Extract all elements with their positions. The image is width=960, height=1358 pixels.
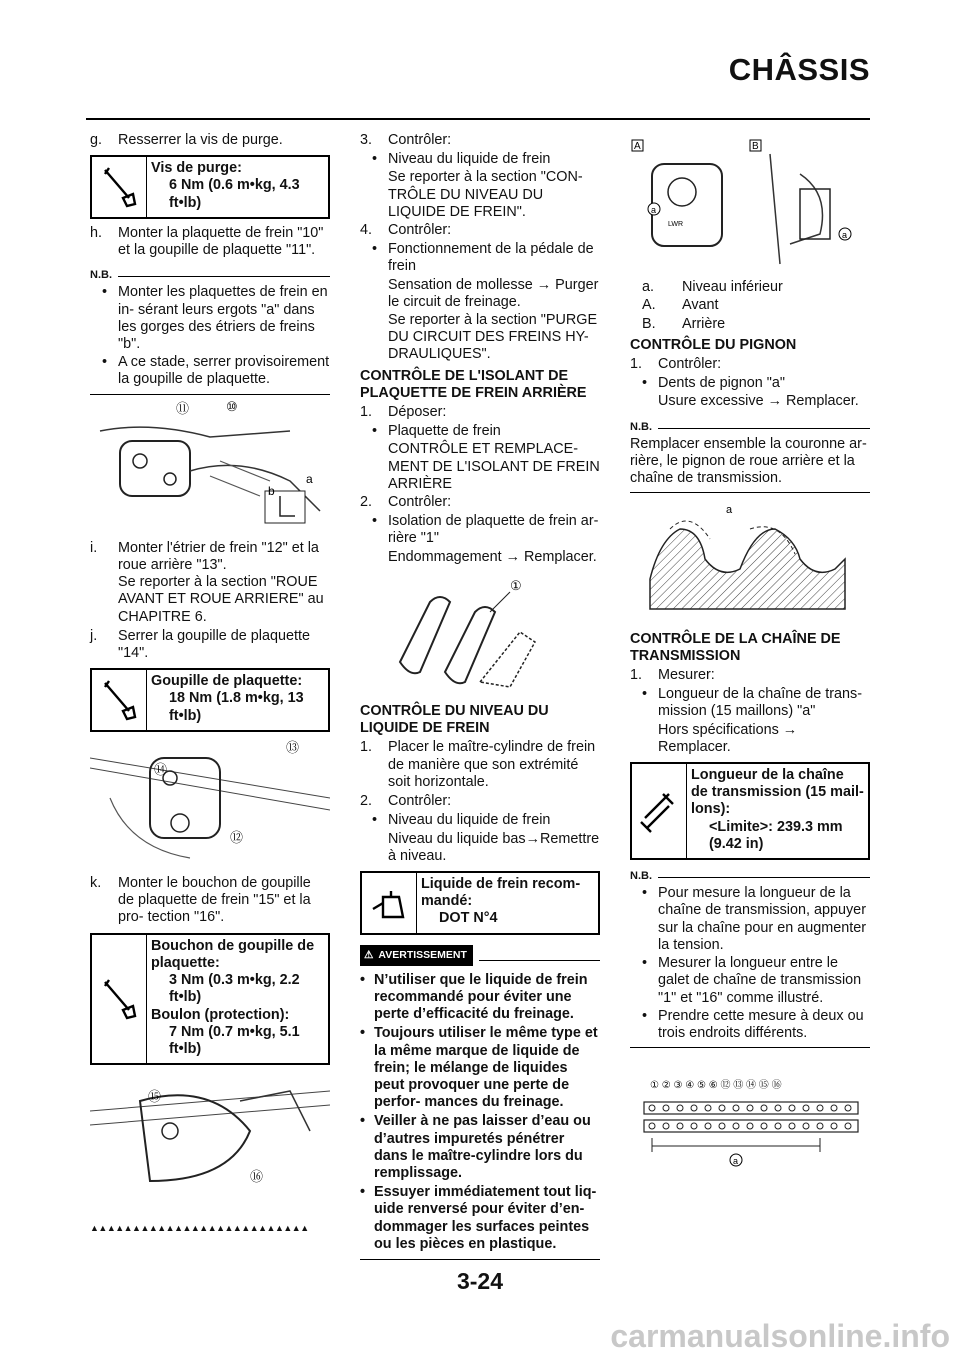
spec-value: 6 Nm (0.6 m•kg, 4.3: [169, 177, 300, 194]
callout-b: b: [268, 483, 275, 498]
section-heading: CONTRÔLE DE LA CHAÎNE DE TRANSMISSION: [630, 630, 841, 664]
callout-1: ①: [510, 577, 522, 593]
warning-icon: ⚠: [364, 948, 374, 961]
note-bullet: • Mesurer la longueur entre le galet de chaîne de transmission "1" et "16" comme illustré.: [642, 955, 862, 1006]
step-g: g. Resserrer la vis de purge.: [90, 132, 283, 148]
spec-title: Goupille de plaquette:: [151, 673, 303, 690]
indent-text: CONTRÔLE ET REMPLACE- MENT DE L'ISOLANT DE FREIN ARRIÈRE: [388, 441, 600, 492]
column-1: [90, 132, 330, 1238]
indent-text: Se reporter à la section "CON- TRÔLE DU NIVEAU DU LIQUIDE DE FREIN".: [388, 169, 583, 220]
page-number: 3-24: [456, 1268, 504, 1294]
nb-label: N.B.: [90, 269, 112, 282]
spec-value: ft•lb): [169, 989, 202, 1006]
step-j: j. Serrer la goupille de plaquette "14".: [90, 627, 311, 662]
column-2: [360, 132, 600, 1260]
warning-item: • Veiller à ne pas laisser d’eau ou d’autres impuretés pénétrer dans le maître-cylindre lors du remplissage.: [360, 1113, 591, 1181]
spec-value: (9.42 in): [709, 835, 764, 852]
caliper-icon: [632, 764, 687, 858]
step-2: 2. Contrôler:: [360, 494, 452, 511]
spec-title: Liquide de frein recom- mandé:: [421, 875, 581, 910]
legend-item: B. Arrière: [642, 315, 726, 332]
figure-sprocket-teeth: [630, 499, 870, 624]
nb-label: N.B.: [630, 420, 652, 433]
section-heading: CONTRÔLE DU PIGNON: [630, 336, 797, 353]
warning-item: • Essuyer immédiatement tout liq- uide renversé pour éviter d’en- dommager les surfaces peintes ou les pièces en plastique.: [360, 1184, 597, 1252]
bullet: • Fonctionnement de la pédale de frein: [372, 241, 594, 275]
chain-roller-labels: ① ② ③ ④ ⑤ ⑥ ⑫ ⑬ ⑭ ⑮ ⑯: [650, 1080, 782, 1092]
spec-title: Longueur de la chaîne de transmission (15 mail- lons):: [691, 767, 864, 818]
step-2: 2. Contrôler:: [360, 793, 452, 810]
note-block: [630, 419, 870, 494]
legend-item: a. Niveau inférieur: [642, 279, 783, 296]
step-i: i. Monter l'étrier de frein "12" et la roue arrière "13". Se reporter à la section "ROUE AVANT ET ROUE ARRIERE" au CHAPITRE 6.: [90, 539, 324, 625]
step-h: h. Monter la plaquette de frein "10" et la goupille de plaquette "11".: [90, 224, 324, 259]
callout-13: ⑬: [286, 739, 300, 755]
torque-spec-pad-pin: [90, 668, 330, 732]
callout-15: ⑮: [148, 1089, 162, 1105]
indent-text: Sensation de mollesse → Purger le circuit de freinage.: [388, 276, 599, 310]
spec-value: ft•lb): [169, 194, 202, 211]
note-bullet: • Monter les plaquettes de frein en in- sérant leurs ergots "a" dans les gorges des étriers de freins "b".: [102, 284, 328, 353]
warning-badge: ⚠ AVERTISSEMENT: [360, 945, 473, 966]
fluid-spec: [360, 871, 600, 935]
figure-pad-insulator: [360, 572, 600, 697]
watermark: carmanualsonline.info: [610, 1318, 950, 1354]
callout-14: ⑭: [154, 761, 168, 777]
bullet: • Dents de pignon "a": [642, 375, 786, 392]
header-rule: [86, 118, 870, 120]
bullet: • Longueur de la chaîne de trans- mission (15 maillons) "a": [642, 686, 863, 720]
step-1: 1. Mesurer:: [630, 667, 715, 684]
section-heading: CONTRÔLE DE L'ISOLANT DE PLAQUETTE DE FREIN ARRIÈRE: [360, 367, 587, 401]
indent-text: Se reporter à la section "PURGE DU CIRCUIT DES FREINS HY- DRAULIQUES".: [388, 312, 598, 363]
spec-value: DOT N°4: [439, 910, 498, 927]
callout-a: a: [651, 205, 657, 215]
callout-a: a: [306, 471, 313, 486]
figure-legend: [630, 279, 870, 333]
spec-title: Vis de purge:: [151, 160, 242, 177]
oil-can-icon: [362, 873, 417, 933]
torque-spec-bleed-screw: [90, 155, 330, 219]
section-end-triangles: ▲▲▲▲▲▲▲▲▲▲▲▲▲▲▲▲▲▲▲▲▲▲▲▲▲▲: [90, 1223, 309, 1234]
callout-10: ⑩: [226, 400, 238, 414]
note-bullet: • Prendre cette mesure à deux ou trois endroits différents.: [642, 1007, 864, 1041]
step-1: 1. Placer le maître-cylindre de frein de manière que son extrémité soit horizontale.: [360, 739, 596, 790]
bullet: • Niveau du liquide de frein: [372, 812, 551, 829]
callout-12: ⑫: [230, 829, 244, 845]
spec-value: ft•lb): [169, 1040, 202, 1057]
indent-text: Usure excessive → Remplacer.: [658, 393, 859, 410]
callout-11: ⑪: [176, 400, 190, 416]
warning-header: [360, 945, 600, 966]
indent-text: Hors spécifications → Remplacer.: [658, 721, 798, 755]
step-1: 1. Déposer:: [360, 404, 447, 421]
torque-wrench-icon: [92, 670, 147, 730]
note-bullet: • A ce stade, serrer provisoirement la goupille de plaquette.: [102, 354, 330, 388]
torque-wrench-icon: [92, 935, 147, 1063]
step-k: k. Monter le bouchon de goupille de plaquette de frein "15" et la pro- tection "16".: [90, 875, 311, 926]
nb-label: N.B.: [630, 870, 652, 883]
torque-spec-pin-plug: [90, 933, 330, 1065]
warning-item: • N’utiliser que le liquide de frein recommandé pour éviter une perte d’efficacité du freinage.: [360, 971, 588, 1023]
column-3: [630, 132, 870, 1195]
indent-text: Endommagement → Remplacer.: [388, 548, 597, 565]
section-heading: CONTRÔLE DU NIVEAU DU LIQUIDE DE FREIN: [360, 703, 549, 737]
callout-16: ⑯: [250, 1169, 264, 1185]
figure-caliper-wheel: [90, 738, 330, 869]
figure-pin-plug-protector: [90, 1071, 330, 1208]
bullet: • Plaquette de frein: [372, 423, 501, 440]
torque-wrench-icon: [92, 157, 147, 217]
warning-end-rule: [360, 1259, 600, 1260]
bullet: • Isolation de plaquette de frein ar- rière "1": [372, 513, 599, 547]
legend-item: A. Avant: [642, 297, 719, 314]
figure-brake-pad-install: [90, 401, 330, 534]
spec-value: <Limite>: 239.3 mm: [709, 818, 843, 835]
step-3: 3. Contrôler:: [360, 132, 452, 148]
warning-item: • Toujours utiliser le même type et la même marque de liquide de frein; le mélange de liquides peut provoquer une perte de perfor- mances du freinage.: [360, 1025, 598, 1111]
step-4: 4. Contrôler:: [360, 222, 452, 239]
note-text: Remplacer ensemble la couronne ar- rière, le pignon de roue arrière et la chaîne de transmission.: [630, 435, 867, 487]
figure-master-cylinder: [630, 134, 870, 273]
label-lwr: LWR: [668, 221, 684, 228]
callout-a: a: [726, 504, 733, 517]
label-A: A: [634, 141, 641, 152]
callout-a: a: [733, 1156, 739, 1167]
spec-title: Boulon (protection):: [151, 1006, 290, 1023]
spec-value: ft•lb): [169, 707, 202, 724]
spec-value: 7 Nm (0.7 m•kg, 5.1: [169, 1023, 300, 1040]
step-1: 1. Contrôler:: [630, 356, 722, 373]
spec-value: 18 Nm (1.8 m•kg, 13: [169, 690, 304, 707]
chain-length-spec: [630, 762, 870, 860]
page-title: CHÂSSIS: [728, 52, 870, 87]
note-bullet: • Pour mesure la longueur de la chaîne de transmission, appuyer sur la chaîne pour en augmenter la tension.: [642, 885, 866, 953]
indent-text: Niveau du liquide bas→Remettre à niveau.: [388, 830, 600, 864]
label-B: B: [752, 141, 759, 152]
spec-value: 3 Nm (0.3 m•kg, 2.2: [169, 972, 300, 989]
callout-a: a: [842, 230, 848, 240]
note-block: [630, 868, 870, 1048]
bullet: • Niveau du liquide de frein: [372, 151, 551, 168]
note-block-1: [90, 267, 330, 394]
figure-chain-measure: [630, 1074, 870, 1189]
spec-title: Bouchon de goupille de plaquette:: [151, 937, 315, 971]
